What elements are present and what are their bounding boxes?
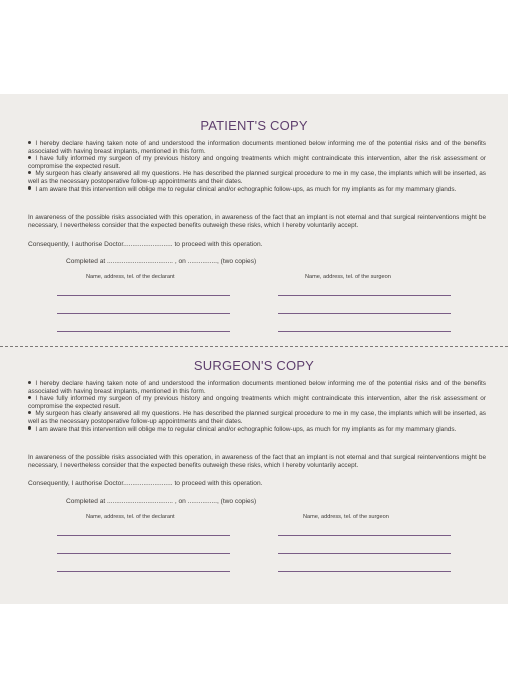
surgeon-signature-line[interactable]	[278, 295, 451, 296]
declaration-item	[28, 380, 486, 395]
surgeon-signature-line[interactable]	[278, 331, 451, 332]
patient-copy-section	[0, 94, 508, 344]
consent-form	[0, 94, 508, 604]
declaration-text: My surgeon has clearly answered all my questions. He has described the planned surgical procedure to me in my case, the implants which will be inserted, as well as the necessary postoperative follow-up appointments and their dates.	[28, 410, 486, 425]
surgeon-declarant-caption: Name, address, tel. of the declarant	[86, 514, 175, 520]
bullet-icon	[28, 171, 31, 174]
patient-completed-line: Completed at .................................... , on ................, (two copies)	[66, 258, 257, 265]
patient-awareness-paragraph: In awareness of the possible risks associated with this operation, in awareness of the fact that an implant is not eternal and that surgical reinterventions might be necessary, I nevertheless consider that the expected benefits outweigh these risks, which I hereby voluntarily accept.	[28, 214, 486, 229]
declaration-item	[28, 395, 486, 410]
declarant-signature-line[interactable]	[57, 571, 230, 572]
bullet-icon	[28, 396, 31, 399]
surgeon-signature-line[interactable]	[278, 571, 451, 572]
declaration-item	[28, 170, 486, 185]
patient-authorise-line: Consequently, I authorise Doctor........................... to proceed with this operation.	[28, 241, 263, 248]
patient-surgeon-caption: Name, address, tel. of the surgeon	[305, 274, 391, 280]
surgeon-surgeon-caption: Name, address, tel. of the surgeon	[303, 514, 389, 520]
declaration-text: My surgeon has clearly answered all my questions. He has described the planned surgical procedure to me in my case, the implants which will be inserted, as well as the necessary postoperative follow-up appointments and their dates.	[28, 170, 486, 185]
bullet-icon	[28, 141, 31, 144]
declaration-text: I have fully informed my surgeon of my previous history and ongoing treatments which might contraindicate this intervention, alter the risk assessment or compromise the expected result.	[28, 155, 486, 170]
bullet-icon	[28, 381, 31, 384]
surgeon-copy-title: SURGEON'S COPY	[193, 358, 315, 373]
declarant-signature-line[interactable]	[57, 331, 230, 332]
declarant-signature-line[interactable]	[57, 553, 230, 554]
declaration-text: I hereby declare having taken note of and understood the information documents mentioned below informing me of the potential risks and of the benefits associated with having breast implants, mentioned in this form.	[28, 380, 486, 395]
declaration-text: I am aware that this intervention will oblige me to regular clinical and/or echographic follow-ups, as much for my implants as for my mammary glands.	[35, 185, 457, 193]
patient-copy-title: PATIENT'S COPY	[200, 118, 308, 133]
surgeon-authorise-line: Consequently, I authorise Doctor........................... to proceed with this operation.	[28, 480, 263, 487]
declarant-signature-line[interactable]	[57, 313, 230, 314]
declarant-signature-line[interactable]	[57, 295, 230, 296]
declaration-item	[28, 410, 486, 425]
declaration-item	[28, 426, 486, 434]
surgeon-declaration-list	[28, 380, 486, 433]
bullet-icon	[28, 411, 31, 414]
declaration-item	[28, 155, 486, 170]
surgeon-signature-line[interactable]	[278, 553, 451, 554]
cut-line-divider	[0, 346, 508, 347]
patient-declarant-caption: Name, address, tel. of the declarant	[86, 274, 175, 280]
surgeon-copy-section	[0, 348, 508, 604]
surgeon-signature-line[interactable]	[278, 535, 451, 536]
declaration-item	[28, 186, 486, 194]
patient-declaration-list	[28, 140, 486, 193]
bullet-icon	[28, 186, 31, 189]
declarant-signature-line[interactable]	[57, 535, 230, 536]
surgeon-completed-line: Completed at .................................... , on ................, (two copies)	[66, 498, 257, 505]
declaration-text: I have fully informed my surgeon of my previous history and ongoing treatments which might contraindicate this intervention, alter the risk assessment or compromise the expected result.	[28, 395, 486, 410]
bullet-icon	[28, 426, 31, 429]
declaration-text: I am aware that this intervention will oblige me to regular clinical and/or echographic follow-ups, as much for my implants as for my mammary glands.	[35, 425, 457, 433]
declaration-text: I hereby declare having taken note of and understood the information documents mentioned below informing me of the potential risks and of the benefits associated with having breast implants, mentioned in this form.	[28, 140, 486, 155]
surgeon-awareness-paragraph: In awareness of the possible risks associated with this operation, in awareness of the fact that an implant is not eternal and that surgical reinterventions might be necessary, I nevertheless consider that the expected benefits outweigh these risks, which I hereby voluntarily accept.	[28, 454, 486, 469]
bullet-icon	[28, 156, 31, 159]
surgeon-signature-line[interactable]	[278, 313, 451, 314]
declaration-item	[28, 140, 486, 155]
